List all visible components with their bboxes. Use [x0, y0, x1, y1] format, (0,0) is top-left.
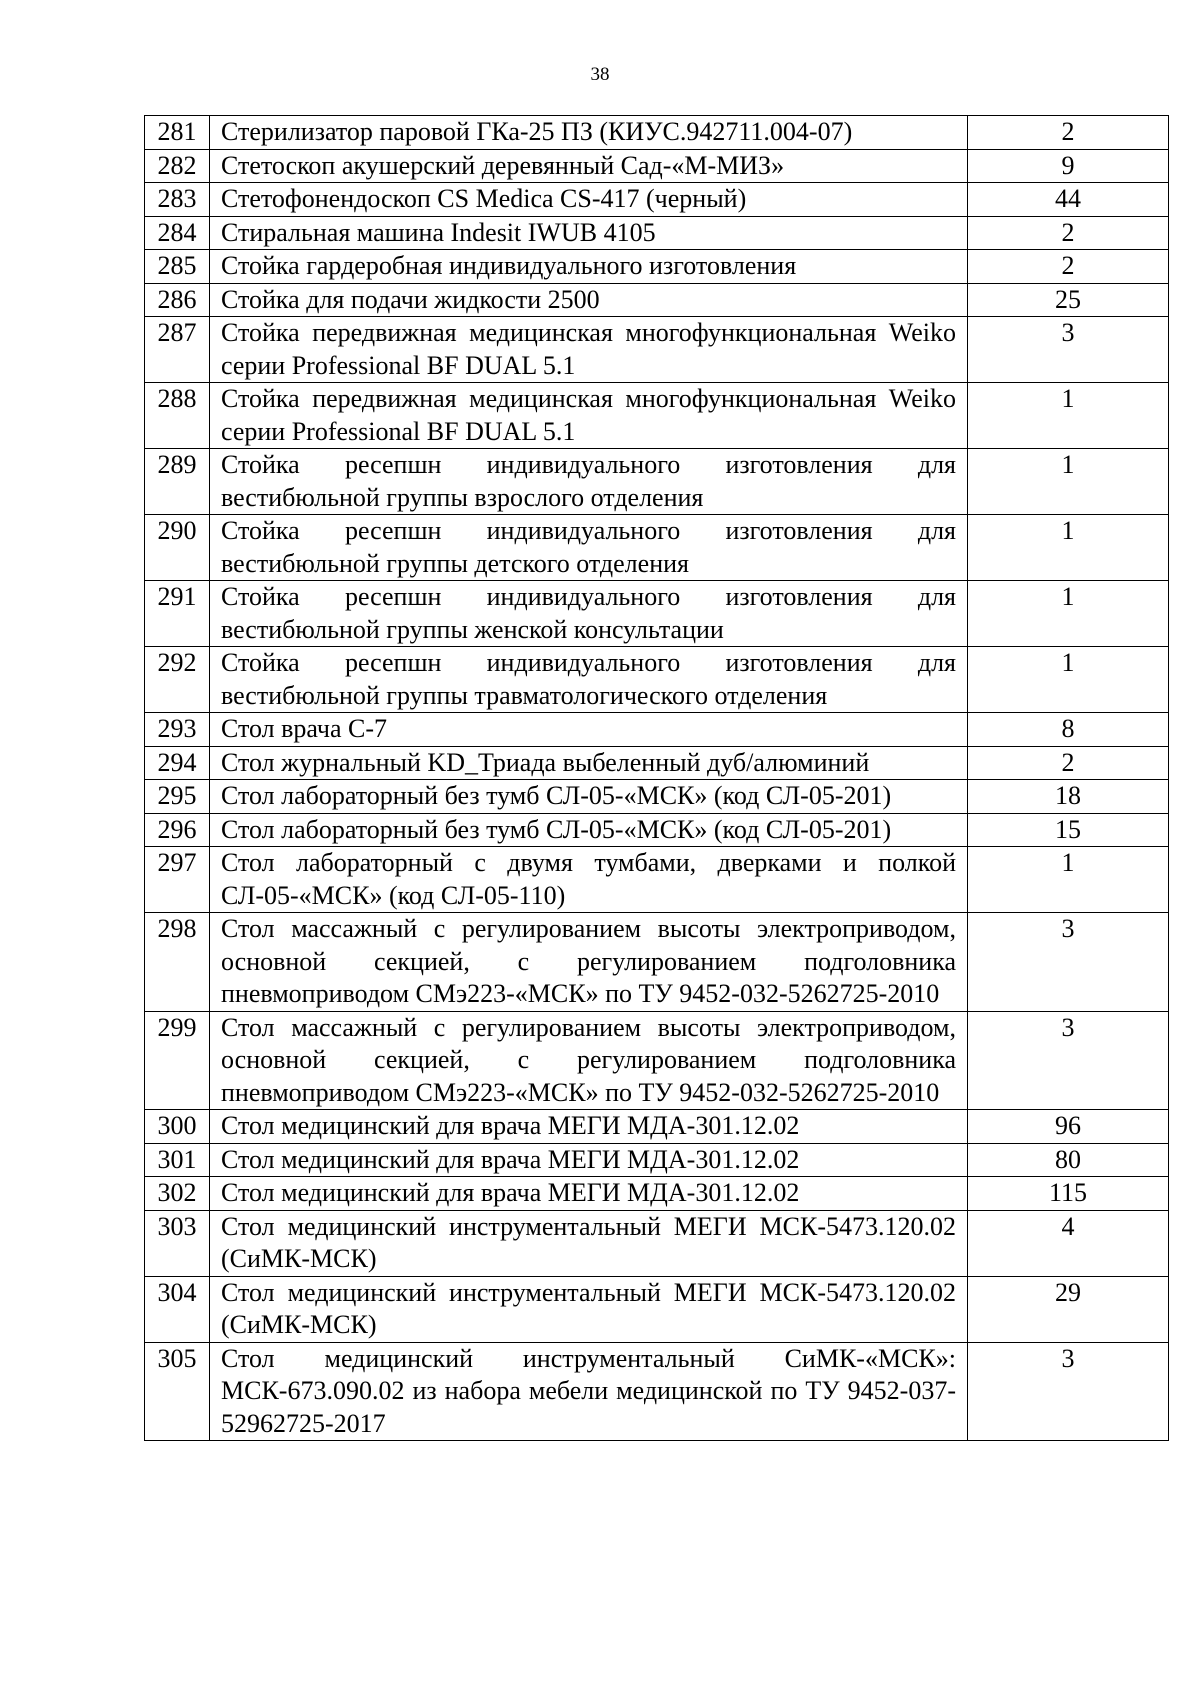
item-name-cell: Стиральная машина Indesit IWUB 4105 — [210, 216, 968, 250]
row-number-cell: 287 — [145, 317, 210, 383]
quantity-cell: 80 — [968, 1143, 1169, 1177]
row-number-cell: 293 — [145, 713, 210, 747]
row-number-cell: 292 — [145, 647, 210, 713]
row-number-cell: 294 — [145, 746, 210, 780]
row-number-cell: 285 — [145, 250, 210, 284]
quantity-cell: 44 — [968, 183, 1169, 217]
quantity-cell: 1 — [968, 515, 1169, 581]
item-name-cell: Стол журнальный KD_Триада выбеленный дуб/алюминий — [210, 746, 968, 780]
item-name-cell: Стол медицинский для врача МЕГИ МДА-301.12.02 — [210, 1110, 968, 1144]
row-number-cell: 296 — [145, 813, 210, 847]
item-name-cell: Стойка для подачи жидкости 2500 — [210, 283, 968, 317]
item-name-cell: Стол медицинский инструментальный СиМК-«МСК»: МСК-673.090.02 из набора мебели медицинской по ТУ 9452-037-52962725-2017 — [210, 1342, 968, 1441]
row-number-cell: 290 — [145, 515, 210, 581]
row-number-cell: 299 — [145, 1011, 210, 1110]
table-row — [145, 780, 1169, 814]
item-name-cell: Стол лабораторный с двумя тумбами, дверками и полкой СЛ-05-«МСК» (код СЛ-05-110) — [210, 847, 968, 913]
quantity-cell: 1 — [968, 449, 1169, 515]
row-number-cell: 303 — [145, 1210, 210, 1276]
quantity-cell: 2 — [968, 250, 1169, 284]
quantity-cell: 1 — [968, 647, 1169, 713]
table-row — [145, 183, 1169, 217]
table-row — [145, 283, 1169, 317]
quantity-cell: 2 — [968, 216, 1169, 250]
table-row — [145, 1011, 1169, 1110]
quantity-cell: 3 — [968, 1342, 1169, 1441]
table-row — [145, 847, 1169, 913]
row-number-cell: 281 — [145, 116, 210, 150]
quantity-cell: 1 — [968, 581, 1169, 647]
row-number-cell: 288 — [145, 383, 210, 449]
quantity-cell: 2 — [968, 746, 1169, 780]
inventory-table — [144, 115, 1169, 1441]
quantity-cell: 4 — [968, 1210, 1169, 1276]
table-row — [145, 250, 1169, 284]
quantity-cell: 96 — [968, 1110, 1169, 1144]
quantity-cell: 115 — [968, 1177, 1169, 1211]
quantity-cell: 2 — [968, 116, 1169, 150]
item-name-cell: Стойка ресепшн индивидуального изготовления для вестибюльной группы взрослого отделения — [210, 449, 968, 515]
row-number-cell: 284 — [145, 216, 210, 250]
item-name-cell: Стол медицинский инструментальный МЕГИ МСК-5473.120.02 (СиМК-МСК) — [210, 1276, 968, 1342]
row-number-cell: 304 — [145, 1276, 210, 1342]
table-row — [145, 1276, 1169, 1342]
item-name-cell: Стерилизатор паровой ГКа-25 ПЗ (КИУС.942711.004-07) — [210, 116, 968, 150]
item-name-cell: Стойка ресепшн индивидуального изготовления для вестибюльной группы детского отделения — [210, 515, 968, 581]
quantity-cell: 3 — [968, 317, 1169, 383]
table-row — [145, 746, 1169, 780]
item-name-cell: Стол массажный с регулированием высоты электроприводом, основной секцией, с регулированием подголовника пневмоприводом СМэ223-«МСК» по ТУ 9452-032-5262725-2010 — [210, 913, 968, 1012]
row-number-cell: 282 — [145, 149, 210, 183]
table-row — [145, 581, 1169, 647]
table-row — [145, 647, 1169, 713]
quantity-cell: 1 — [968, 847, 1169, 913]
quantity-cell: 29 — [968, 1276, 1169, 1342]
table-row — [145, 1342, 1169, 1441]
table-row — [145, 1210, 1169, 1276]
table-row — [145, 515, 1169, 581]
row-number-cell: 297 — [145, 847, 210, 913]
row-number-cell: 295 — [145, 780, 210, 814]
table-row — [145, 449, 1169, 515]
item-name-cell: Стол врача С-7 — [210, 713, 968, 747]
item-name-cell: Стойка ресепшн индивидуального изготовления для вестибюльной группы травматологического отделения — [210, 647, 968, 713]
item-name-cell: Стол лабораторный без тумб СЛ-05-«МСК» (код СЛ-05-201) — [210, 813, 968, 847]
table-row — [145, 383, 1169, 449]
item-name-cell: Стетофонендоскоп CS Medica CS-417 (черный) — [210, 183, 968, 217]
row-number-cell: 289 — [145, 449, 210, 515]
table-row — [145, 1110, 1169, 1144]
item-name-cell: Стол лабораторный без тумб СЛ-05-«МСК» (код СЛ-05-201) — [210, 780, 968, 814]
quantity-cell: 3 — [968, 1011, 1169, 1110]
row-number-cell: 298 — [145, 913, 210, 1012]
row-number-cell: 300 — [145, 1110, 210, 1144]
table-row — [145, 317, 1169, 383]
table-row — [145, 1143, 1169, 1177]
page-number: 38 — [590, 64, 610, 85]
row-number-cell: 302 — [145, 1177, 210, 1211]
item-name-cell: Стол медицинский для врача МЕГИ МДА-301.12.02 — [210, 1177, 968, 1211]
row-number-cell: 286 — [145, 283, 210, 317]
item-name-cell: Стол массажный с регулированием высоты электроприводом, основной секцией, с регулированием подголовника пневмоприводом СМэ223-«МСК» по ТУ 9452-032-5262725-2010 — [210, 1011, 968, 1110]
item-name-cell: Стетоскоп акушерский деревянный Сад-«М-МИЗ» — [210, 149, 968, 183]
table-row — [145, 216, 1169, 250]
table-row — [145, 813, 1169, 847]
item-name-cell: Стол медицинский для врача МЕГИ МДА-301.12.02 — [210, 1143, 968, 1177]
quantity-cell: 8 — [968, 713, 1169, 747]
item-name-cell: Стол медицинский инструментальный МЕГИ МСК-5473.120.02 (СиМК-МСК) — [210, 1210, 968, 1276]
table-row — [145, 1177, 1169, 1211]
item-name-cell: Стойка ресепшн индивидуального изготовления для вестибюльной группы женской консультации — [210, 581, 968, 647]
item-name-cell: Стойка передвижная медицинская многофункциональная Weiko серии Professional BF DUAL 5.1 — [210, 317, 968, 383]
table-row — [145, 149, 1169, 183]
quantity-cell: 3 — [968, 913, 1169, 1012]
quantity-cell: 18 — [968, 780, 1169, 814]
quantity-cell: 1 — [968, 383, 1169, 449]
row-number-cell: 283 — [145, 183, 210, 217]
row-number-cell: 301 — [145, 1143, 210, 1177]
quantity-cell: 9 — [968, 149, 1169, 183]
table-row — [145, 913, 1169, 1012]
table-row — [145, 116, 1169, 150]
item-name-cell: Стойка гардеробная индивидуального изготовления — [210, 250, 968, 284]
quantity-cell: 15 — [968, 813, 1169, 847]
row-number-cell: 305 — [145, 1342, 210, 1441]
inventory-table-body — [145, 116, 1169, 1441]
row-number-cell: 291 — [145, 581, 210, 647]
item-name-cell: Стойка передвижная медицинская многофункциональная Weiko серии Professional BF DUAL 5.1 — [210, 383, 968, 449]
table-row — [145, 713, 1169, 747]
quantity-cell: 25 — [968, 283, 1169, 317]
